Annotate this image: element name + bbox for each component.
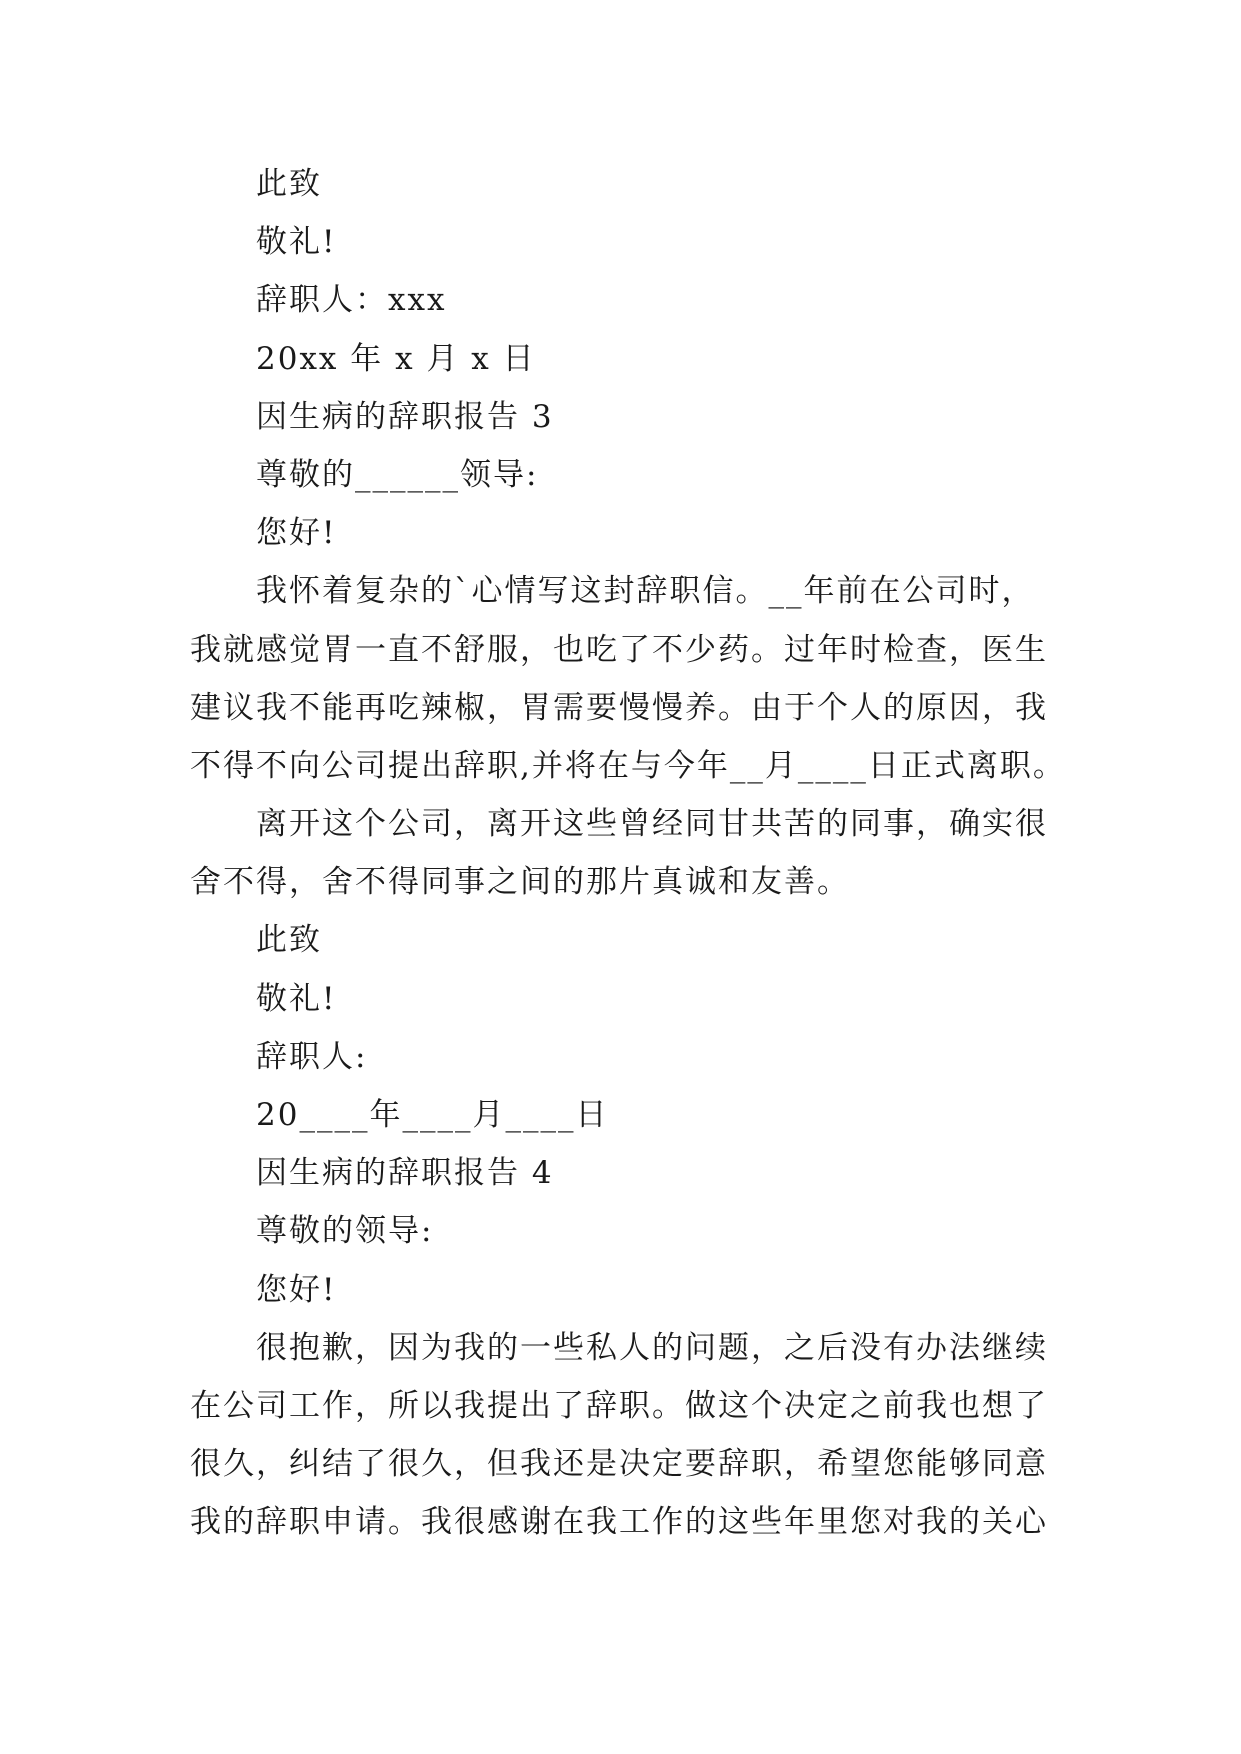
paragraph-line: 我的辞职申请。我很感谢在我工作的这些年里您对我的关心 — [190, 1504, 1048, 1541]
date-line: 20xx 年 x 月 x 日 — [256, 340, 536, 377]
paragraph-line: 很抱歉，因为我的一些私人的问题，之后没有办法继续 — [256, 1329, 1048, 1366]
paragraph-line: 在公司工作，所以我提出了辞职。做这个决定之前我也想了 — [190, 1387, 1048, 1424]
closing-line: 此致 — [256, 922, 322, 959]
section-title-3: 因生病的辞职报告 3 — [256, 398, 554, 435]
paragraph-line: 我就感觉胃一直不舒服，也吃了不少药。过年时检查，医生 — [190, 631, 1048, 668]
closing-line: 此致 — [256, 166, 322, 202]
paragraph-line: 建议我不能再吃辣椒，胃需要慢慢养。由于个人的原因，我 — [190, 689, 1048, 726]
addressee-line: 尊敬的______领导: — [256, 456, 539, 493]
body-paragraph-3 — [190, 1319, 1060, 1552]
paragraph-line: 不得不向公司提出辞职,并将在与今年__月____日正式离职。 — [190, 747, 1066, 784]
greeting-line: 您好! — [256, 1271, 337, 1308]
salutation-line: 敬礼! — [256, 980, 337, 1017]
greeting-line: 您好! — [256, 515, 337, 552]
paragraph-line: 离开这个公司，离开这些曾经同甘共苦的同事，确实很 — [256, 806, 1048, 843]
paragraph-line: 很久，纠结了很久，但我还是决定要辞职，希望您能够同意 — [190, 1446, 1048, 1483]
date-line: 20____年____月____日 — [256, 1097, 609, 1133]
paragraph-line: 舍不得，舍不得同事之间的那片真诚和友善。 — [190, 864, 850, 901]
body-paragraph-1 — [190, 562, 1066, 795]
paragraph-line: 我怀着复杂的`心情写这封辞职信。__年前在公司时， — [256, 573, 1035, 610]
salutation-line: 敬礼! — [256, 224, 337, 261]
signer-line: 辞职人：xxx — [256, 282, 447, 319]
body-paragraph-2 — [190, 795, 1060, 911]
section-title-4: 因生病的辞职报告 4 — [256, 1155, 554, 1192]
document-page — [190, 155, 1066, 1552]
addressee-line: 尊敬的领导: — [256, 1213, 434, 1250]
signer-line: 辞职人: — [256, 1038, 368, 1075]
